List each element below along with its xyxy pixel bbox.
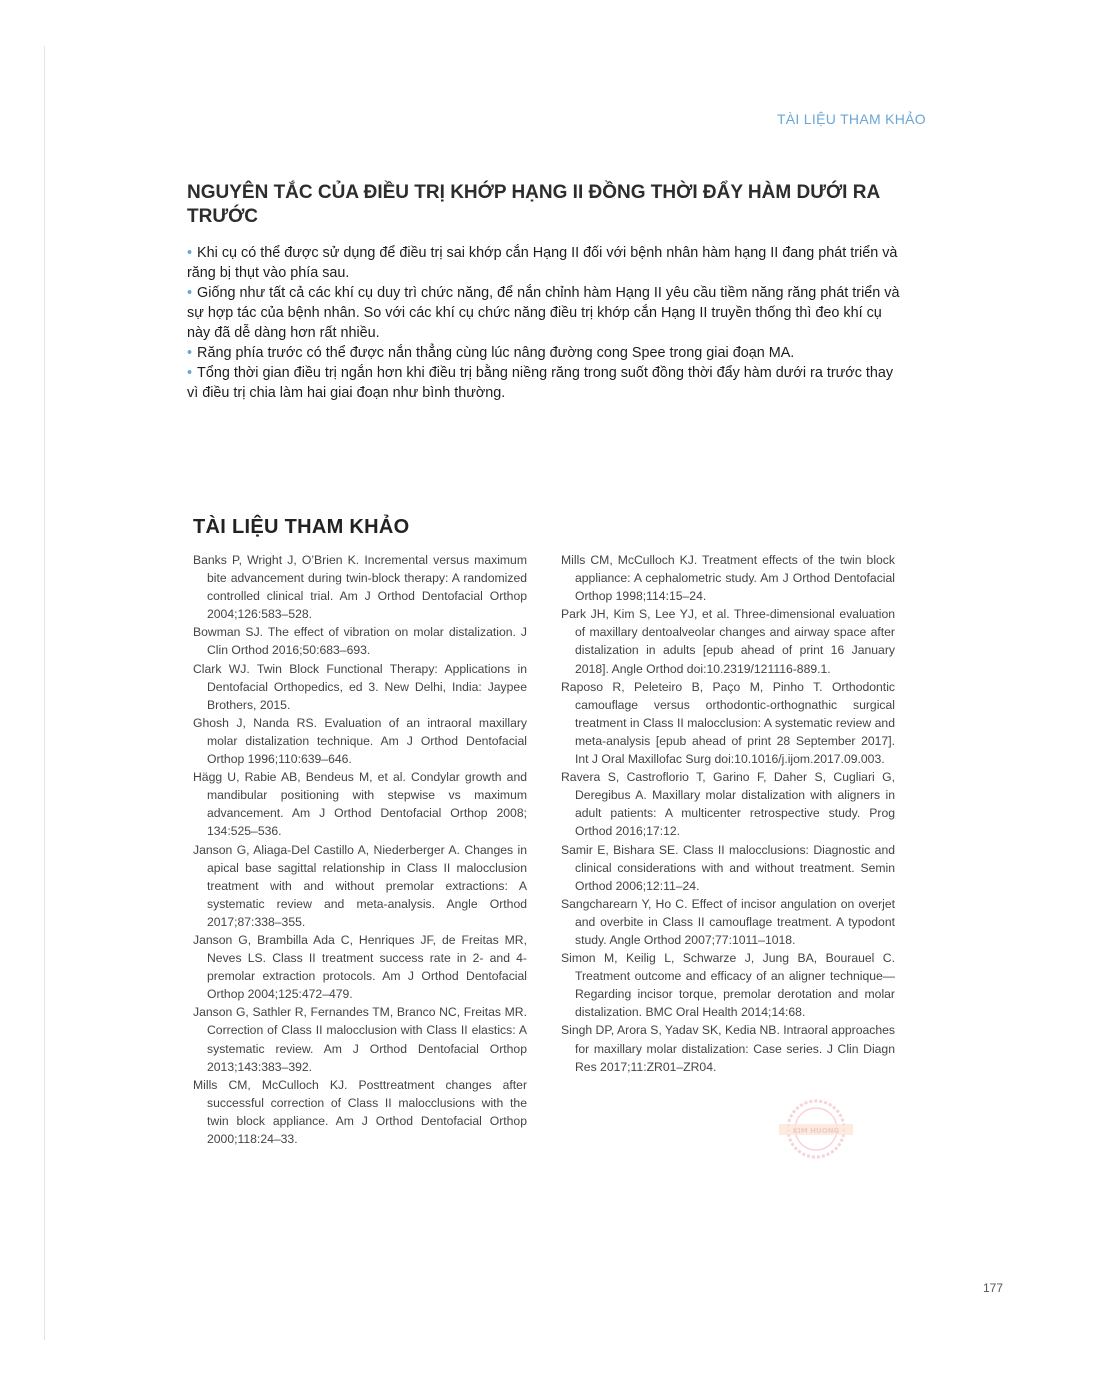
references-heading: TÀI LIỆU THAM KHẢO: [193, 516, 410, 538]
reference-item: Ravera S, Castroflorio T, Garino F, Daher S, Cugliari G, Deregibus A. Maxillary molar distalization with aligners in adult patients: A multicenter retrospective study. Prog Orthod 2016;17:12.: [561, 770, 895, 839]
reference-item: Bowman SJ. The effect of vibration on molar distalization. J Clin Orthod 2016;50:683–693.: [193, 625, 527, 658]
principle-item: [187, 363, 901, 403]
reference-item: Janson G, Brambilla Ada C, Henriques JF, de Freitas MR, Neves LS. Class II treatment success rate in 2- and 4-premolar extraction protocols. Am J Orthod Dentofacial Orthop 2004;125:472–479.: [193, 932, 527, 1002]
reference-item: Mills CM, McCulloch KJ. Treatment effects of the twin block appliance: A cephalometric study. Am J Orthod Dentofacial Orthop 1998;114:15–24.: [561, 553, 895, 604]
principle-text: Răng phía trước có thể được nắn thẳng cùng lúc nâng đường cong Spee trong giai đoạn MA.: [197, 345, 795, 361]
reference-item: Sangcharearn Y, Ho C. Effect of incisor angulation on overjet and overbite in Class II camouflage treatment. A typodont study. Angle Orthod 2007;77:1011–1018.: [561, 896, 895, 947]
reference-item: Ghosh J, Nanda RS. Evaluation of an intraoral maxillary molar distalization technique. Am J Orthod Dentofacial Orthop 1996;110:639–646.: [193, 715, 527, 767]
reference-item: Samir E, Bishara SE. Class II malocclusions: Diagnostic and clinical considerations with and without treatment. Semin Orthod 2006;12:11–24.: [561, 842, 895, 893]
principle-text: Giống như tất cả các khí cụ duy trì chức năng, để nắn chỉnh hàm Hạng II yêu cầu tiềm năng răng phát triển và sự hợp tác của bệnh nhân. So với các khí cụ chức năng điều trị khớp cắn Hạng II truyền thống thì đeo khí cụ này đã dễ dàng hơn rất nhiều.: [187, 285, 900, 341]
reference-item: Hägg U, Rabie AB, Bendeus M, et al. Condylar growth and mandibular positioning with stepwise vs maximum advancement. Am J Orthod Dentofacial Orthop 2008; 134:525–536.: [193, 770, 527, 839]
principle-text: Tổng thời gian điều trị ngắn hơn khi điều trị bằng niềng răng trong suốt đồng thời đẩy hàm dưới ra trước thay vì điều trị chia làm hai giai đoạn như bình thường.: [187, 365, 894, 401]
reference-item: Janson G, Aliaga-Del Castillo A, Niederberger A. Changes in apical base sagittal relationship in Class II malocclusion treatment with and without premolar extractions: A systematic review and meta-analysis. Angle Orthod 2017;87:338–355.: [193, 842, 527, 929]
reference-item: Singh DP, Arora S, Yadav SK, Kedia NB. Intraoral approaches for maxillary molar distalization: Case series. J Clin Diagn Res 2017;11:ZR01–ZR04.: [561, 1023, 895, 1074]
principles-list: [187, 243, 901, 403]
bullet-icon: •: [187, 365, 193, 381]
bullet-icon: •: [187, 245, 193, 261]
stamp-text: KIM HUONG: [792, 1127, 840, 1135]
page-margin-rule: [44, 46, 45, 1340]
principle-item: [187, 343, 901, 363]
watermark-stamp: [776, 1096, 856, 1162]
reference-item: Simon M, Keilig L, Schwarze J, Jung BA, Bourauel C. Treatment outcome and efficacy of an aligner technique—Regarding incisor torque, premolar derotation and molar distalization. BMC Oral Health 2014;14:68.: [561, 951, 895, 1020]
bullet-icon: •: [187, 345, 193, 361]
section-title: NGUYÊN TẮC CỦA ĐIỀU TRỊ KHỚP HẠNG II ĐỒNG THỜI ĐẨY HÀM DƯỚI RA TRƯỚC: [187, 182, 880, 227]
reference-item: Park JH, Kim S, Lee YJ, et al. Three-dimensional evaluation of maxillary dentoalveolar changes and airway space after distalization in adults [epub ahead of print 16 January 2018]. Angle Orthod doi:10.2319/121116-889.1.: [561, 607, 895, 676]
principle-item: [187, 283, 901, 343]
reference-item: Raposo R, Peleteiro B, Paço M, Pinho T. Orthodontic camouflage versus orthodontic-orthognathic surgical treatment in Class II malocclusion: A systematic review and meta-analysis [epub ahead of print 28 September 2017]. Int J Oral Maxillofac Surg doi:10.1016/j.ijom.2017.09.003.: [561, 679, 895, 767]
principle-item: [187, 243, 901, 283]
references-column-left: [193, 551, 527, 1148]
running-header: TÀI LIỆU THAM KHẢO: [776, 111, 926, 127]
reference-item: Janson G, Sathler R, Fernandes TM, Branco NC, Freitas MR. Correction of Class II malocclusion with Class II elastics: A systematic review. Am J Orthod Dentofacial Orthop 2013;143:383–392.: [193, 1005, 527, 1074]
bullet-icon: •: [187, 285, 193, 301]
page-number: 177: [983, 1281, 1004, 1295]
reference-item: Clark WJ. Twin Block Functional Therapy: Applications in Dentofacial Orthopedics, ed 3. New Delhi, India: Jaypee Brothers, 2015.: [193, 661, 527, 712]
reference-item: Banks P, Wright J, O’Brien K. Incremental versus maximum bite advancement during twin-block therapy: A randomized controlled clinical trial. Am J Orthod Dentofacial Orthop 2004;126:583–528.: [193, 553, 527, 622]
principle-text: Khi cụ có thể được sử dụng để điều trị sai khớp cắn Hạng II đối với bệnh nhân hàm hạng II đang phát triển và răng bị thụt vào phía sau.: [187, 245, 898, 281]
references-column-right: [561, 551, 895, 1076]
reference-item: Mills CM, McCulloch KJ. Posttreatment changes after successful correction of Class II malocclusions with the twin block appliance. Am J Orthod Dentofacial Orthop 2000;118:24–33.: [193, 1077, 527, 1146]
